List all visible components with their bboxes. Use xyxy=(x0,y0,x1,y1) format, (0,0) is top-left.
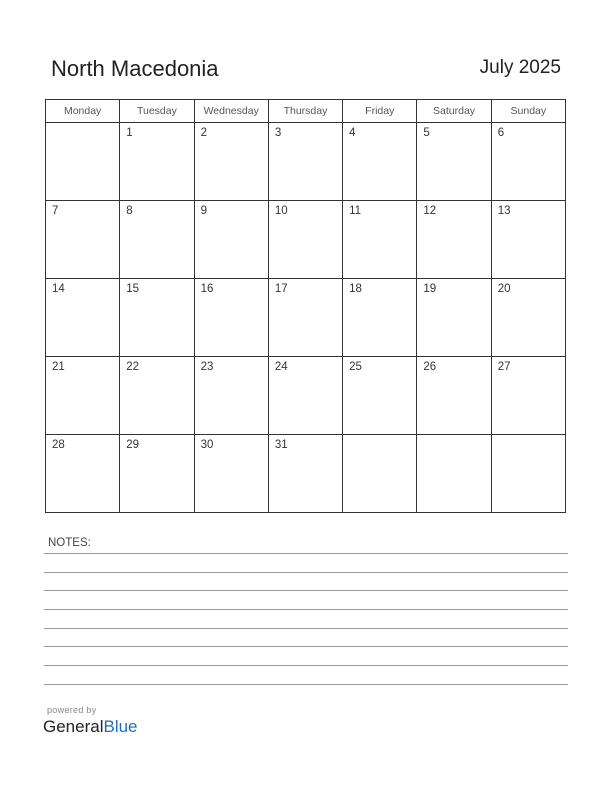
day-number: 24 xyxy=(274,361,288,373)
day-number: 13 xyxy=(497,205,511,217)
day-number: 8 xyxy=(126,205,133,217)
day-number: 19 xyxy=(423,283,437,295)
day-cell xyxy=(46,201,120,279)
brand-general: General xyxy=(43,717,104,736)
day-cell xyxy=(194,201,268,279)
day-number: 6 xyxy=(497,127,505,139)
day-number: 17 xyxy=(274,283,288,295)
day-cell xyxy=(46,123,120,201)
day-number: 11 xyxy=(349,205,362,217)
day-cell xyxy=(417,123,491,201)
day-cell xyxy=(268,279,342,357)
day-cell xyxy=(268,201,342,279)
day-cell xyxy=(120,435,194,513)
day-number: 25 xyxy=(349,361,362,373)
note-line xyxy=(44,646,568,647)
day-cell xyxy=(46,279,120,357)
weekday-header: Saturday xyxy=(417,100,491,123)
day-cell xyxy=(194,123,268,201)
day-cell xyxy=(491,201,565,279)
day-number: 2 xyxy=(200,127,207,139)
day-cell xyxy=(120,279,194,357)
day-number: 4 xyxy=(349,127,356,139)
note-line xyxy=(44,572,568,573)
day-cell xyxy=(120,201,194,279)
day-cell xyxy=(491,279,565,357)
day-cell xyxy=(491,435,565,513)
day-number xyxy=(46,123,119,127)
day-cell xyxy=(417,279,491,357)
week-row xyxy=(46,435,566,513)
calendar-country-title: North Macedonia xyxy=(51,56,219,81)
day-number xyxy=(343,435,416,439)
day-number: 1 xyxy=(126,127,133,139)
day-number: 7 xyxy=(52,205,59,217)
day-cell xyxy=(194,357,268,435)
week-row xyxy=(46,201,566,279)
day-number: 3 xyxy=(274,127,282,139)
day-cell xyxy=(120,123,194,201)
day-cell xyxy=(417,201,491,279)
week-row xyxy=(46,357,566,435)
day-cell xyxy=(46,357,120,435)
weekday-header: Thursday xyxy=(268,100,342,123)
day-number: 26 xyxy=(423,361,437,373)
weekday-header: Friday xyxy=(343,100,417,123)
day-number: 14 xyxy=(52,283,65,295)
note-line xyxy=(44,628,568,629)
day-cell xyxy=(120,357,194,435)
day-number: 16 xyxy=(200,283,214,295)
day-cell xyxy=(343,435,417,513)
day-number: 23 xyxy=(200,361,214,373)
day-cell xyxy=(343,279,417,357)
week-row xyxy=(46,123,566,201)
weekday-header: Sunday xyxy=(491,100,565,123)
day-number: 15 xyxy=(126,283,140,295)
day-cell xyxy=(268,435,342,513)
notes-label: NOTES: xyxy=(48,537,91,549)
week-row xyxy=(46,279,566,357)
note-line xyxy=(44,684,568,685)
day-number: 21 xyxy=(52,361,65,373)
day-cell xyxy=(46,435,120,513)
day-number: 22 xyxy=(126,361,140,373)
day-cell xyxy=(268,357,342,435)
day-number: 20 xyxy=(497,283,511,295)
generalblue-logo[interactable] xyxy=(43,717,138,737)
day-number: 12 xyxy=(423,205,437,217)
day-cell xyxy=(194,435,268,513)
weekday-header: Monday xyxy=(46,100,120,123)
calendar-grid xyxy=(45,99,566,513)
day-cell xyxy=(491,357,565,435)
day-number xyxy=(417,435,490,439)
day-cell xyxy=(417,435,491,513)
day-cell xyxy=(343,123,417,201)
weekday-header: Wednesday xyxy=(194,100,268,123)
day-number: 30 xyxy=(200,439,214,451)
note-line xyxy=(44,609,568,610)
note-line xyxy=(44,665,568,666)
brand-blue: Blue xyxy=(103,717,138,736)
day-number: 5 xyxy=(423,127,430,139)
day-cell xyxy=(194,279,268,357)
weekday-header: Tuesday xyxy=(120,100,194,123)
calendar-month-title: July 2025 xyxy=(479,57,561,78)
day-cell xyxy=(343,201,417,279)
day-cell xyxy=(343,357,417,435)
day-number xyxy=(492,435,565,439)
note-line xyxy=(44,553,568,554)
day-number: 28 xyxy=(52,439,65,451)
day-number: 31 xyxy=(274,439,288,451)
weekday-header-row xyxy=(46,100,566,123)
day-number: 10 xyxy=(274,205,288,217)
day-number: 27 xyxy=(497,361,511,373)
day-cell xyxy=(417,357,491,435)
day-number: 29 xyxy=(126,439,140,451)
day-cell xyxy=(491,123,565,201)
day-number: 9 xyxy=(200,205,207,217)
day-cell xyxy=(268,123,342,201)
day-number: 18 xyxy=(349,283,362,295)
powered-by-text: powered by xyxy=(47,705,97,715)
note-line xyxy=(44,590,568,591)
